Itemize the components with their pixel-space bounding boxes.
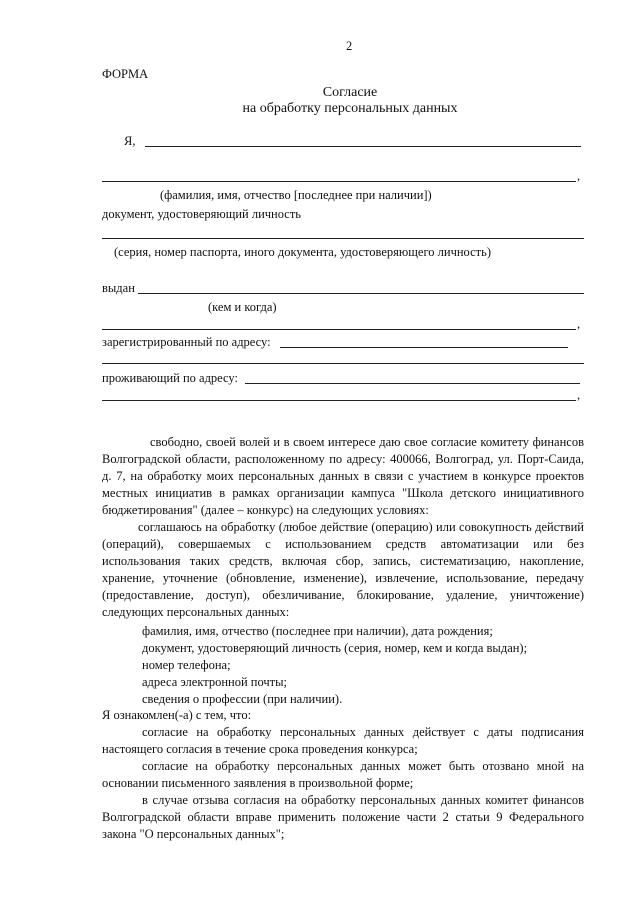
condition-item: согласие на обработку персональных данных может быть отозвано мной на основании письменного заявления в произвольной форме; bbox=[102, 759, 584, 790]
title-line-1: Согласие bbox=[322, 85, 378, 100]
document-label: документ, удостоверяющий личность bbox=[102, 207, 302, 221]
issued-comma: , bbox=[577, 317, 581, 331]
consent-paragraph-1: свободно, своей волей и в своем интересе даю свое согласие комитету финансов Волгоградской области, расположенному по адресу: 400066, Волгоград, ул. Порт-Саида, д. 7, на обработку моих персональных данных в связи с участием в конкурсе проектов местных инициатив в рамках организации кампуса "Школа детского инициативного бюджетирования" (далее – конкурс) на следующих условиях: bbox=[102, 435, 584, 517]
fio-comma: , bbox=[577, 169, 581, 183]
ya-label: Я, bbox=[124, 134, 136, 148]
condition-item: согласие на обработку персональных данных действует с даты подписания настоящего согласия в течение срока проведения конкурса; bbox=[102, 725, 584, 756]
document-line[interactable] bbox=[102, 238, 584, 239]
issued-line-2[interactable] bbox=[102, 329, 576, 330]
data-item: сведения о профессии (при наличии). bbox=[142, 692, 343, 706]
data-item: адреса электронной почты; bbox=[142, 675, 288, 689]
data-item: документ, удостоверяющий личность (серия, номер, кем и когда выдан); bbox=[142, 641, 528, 655]
data-items-list bbox=[102, 623, 584, 708]
issued-label: выдан bbox=[102, 281, 135, 295]
residing-line-2[interactable] bbox=[102, 400, 576, 401]
registered-label: зарегистрированный по адресу: bbox=[102, 335, 271, 349]
fio-caption: (фамилия, имя, отчество [последнее при наличии]) bbox=[160, 188, 432, 202]
issued-line-1[interactable] bbox=[138, 293, 584, 294]
acquainted-line: Я ознакомлен(-а) с тем, что: bbox=[102, 708, 252, 722]
fio-line-2[interactable] bbox=[102, 181, 576, 182]
registered-line-1[interactable] bbox=[280, 347, 568, 348]
registered-line-2[interactable] bbox=[102, 363, 584, 364]
issued-caption: (кем и когда) bbox=[208, 300, 277, 314]
data-item: фамилия, имя, отчество (последнее при наличии), дата рождения; bbox=[142, 624, 493, 638]
residing-label: проживающий по адресу: bbox=[102, 371, 238, 385]
fio-line-1[interactable] bbox=[145, 146, 581, 147]
data-item: номер телефона; bbox=[142, 658, 231, 672]
residing-comma: , bbox=[577, 388, 581, 402]
consent-paragraph-2: соглашаюсь на обработку (любое действие (операцию) или совокупность действий (операций), совершаемых с использованием средств автоматизации или без использования таких средств, включая сбор, запись, систематизацию, накопление, хранение, уточнение (обновление, изменение), извлечение, использование, передачу (предоставление, доступ), обезличивание, блокирование, удаление, уничтожение) следующих персональных данных: bbox=[102, 520, 584, 619]
consent-body bbox=[102, 434, 584, 843]
title-line-2: на обработку персональных данных bbox=[242, 101, 458, 116]
condition-item: в случае отзыва согласия на обработку персональных данных комитет финансов Волгоградской области вправе применить положение части 2 статьи 9 Федерального закона "О персональных данных"; bbox=[102, 793, 584, 841]
form-label: ФОРМА bbox=[102, 67, 149, 81]
conditions-list bbox=[102, 724, 584, 843]
page-number: 2 bbox=[346, 39, 353, 53]
document-caption: (серия, номер паспорта, иного документа, удостоверяющего личность) bbox=[114, 245, 491, 259]
residing-line-1[interactable] bbox=[245, 383, 580, 384]
